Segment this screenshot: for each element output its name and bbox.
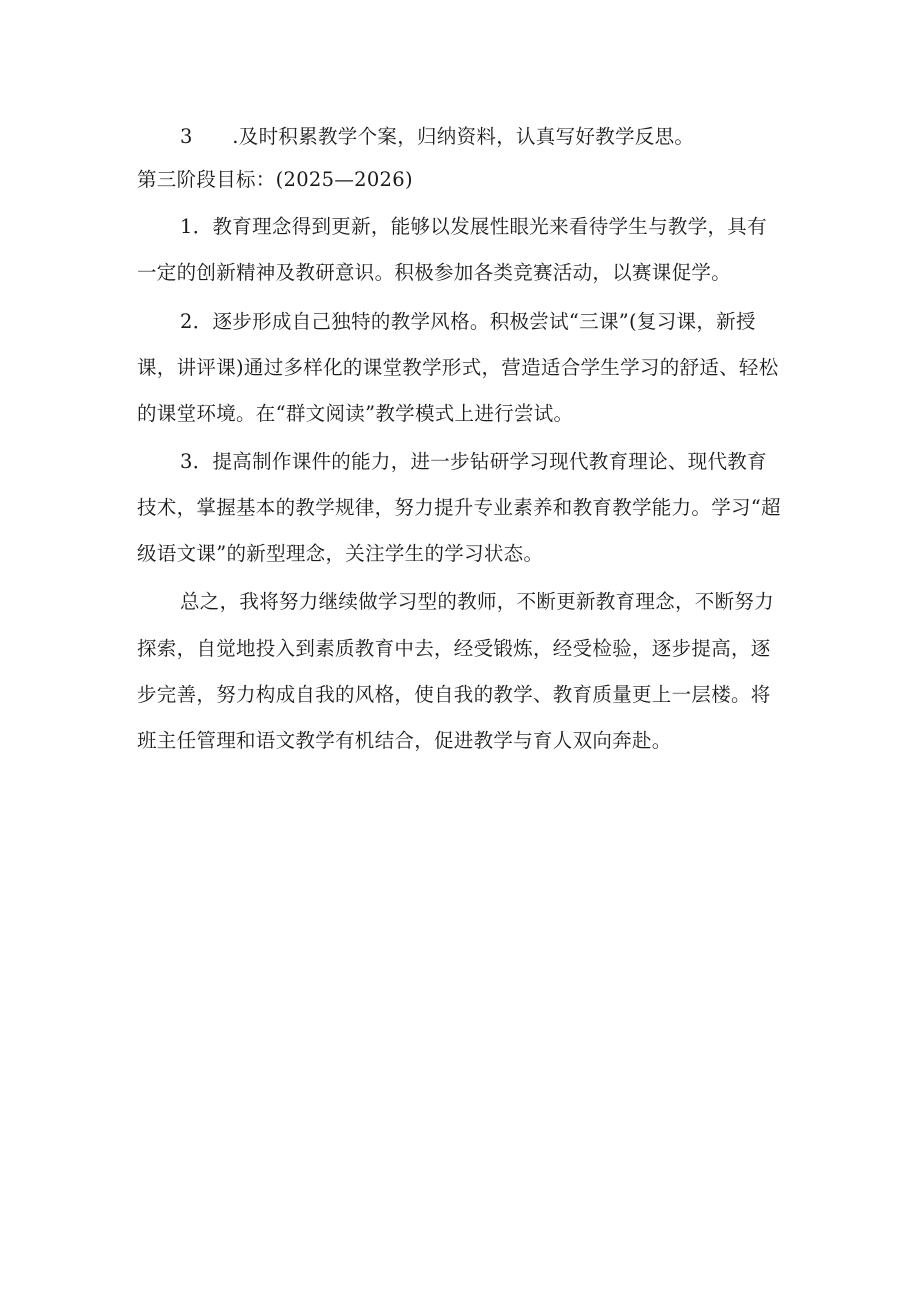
item-3b-line-2: 技术，掌握基本的教学规律，努力提升专业素养和教育教学能力。学习“超 — [137, 496, 781, 519]
summary-line-1: 总之，我将努力继续做学习型的教师，不断更新教育理念，不断努力 — [180, 590, 775, 613]
item-2-line-2: 课，讲评课)通过多样化的课堂教学形式，营造适合学生学习的舒适、轻松 — [137, 356, 779, 379]
item-2-line-3: 的课堂环境。在“群文阅读”教学模式上进行尝试。 — [137, 402, 574, 425]
item-2-line-1: 2．逐步形成自己独特的教学风格。积极尝试“三课”(复习课，新授 — [180, 310, 756, 333]
summary-line-4: 班主任管理和语文教学有机结合，促进教学与育人双向奔赴。 — [137, 729, 672, 752]
item-3b-line-1: 3．提高制作课件的能力，进一步钻研学习现代教育理论、现代教育 — [180, 450, 767, 473]
stage-three-heading: 第三阶段目标：(2025—2026) — [137, 168, 413, 191]
item-1-line-2: 一定的创新精神及教研意识。积极参加各类竞赛活动，以赛课促学。 — [137, 261, 732, 284]
summary-line-3: 步完善，努力构成自我的风格，使自我的教学、教育质量更上一层楼。将 — [137, 683, 771, 706]
item-3-line-1: 3 .及时积累教学个案，归纳资料，认真写好教学反思。 — [180, 125, 695, 148]
item-1-line-1: 1．教育理念得到更新，能够以发展性眼光来看待学生与教学，具有 — [180, 215, 767, 238]
item-3b-line-3: 级语文课”的新型理念，关注学生的学习状态。 — [137, 542, 544, 565]
summary-line-2: 探索，自觉地投入到素质教育中去，经受锻炼，经受检验，逐步提高，逐 — [137, 637, 771, 660]
